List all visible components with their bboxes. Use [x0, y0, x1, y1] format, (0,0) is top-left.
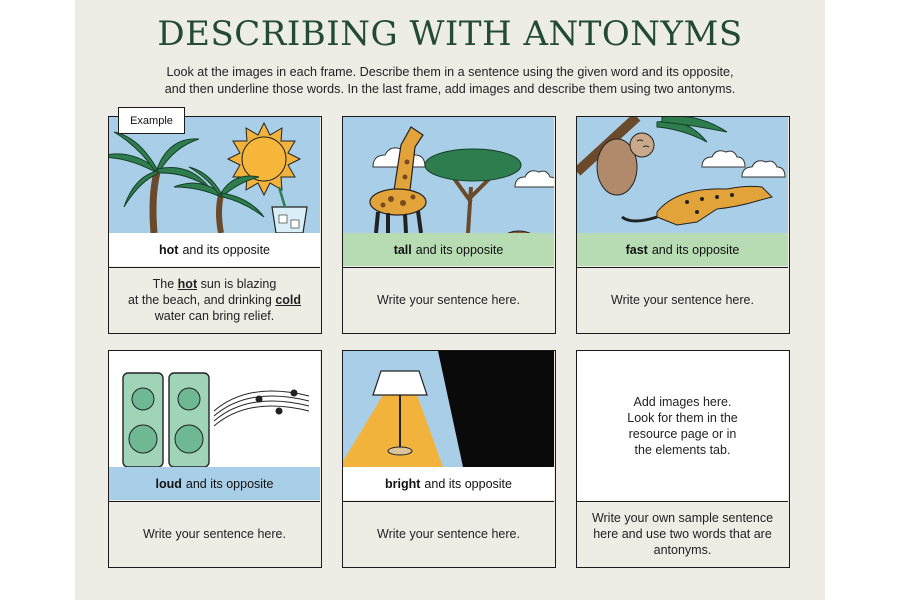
card-bright [342, 350, 556, 568]
card-hot [108, 116, 322, 334]
card-hot-suffix: and its opposite [182, 242, 270, 257]
instructions [75, 64, 825, 98]
add-images-line-1: Add images here. [633, 395, 732, 409]
card-tall-sentence[interactable]: Write your sentence here. [343, 267, 554, 332]
sentence-word-hot: hot [177, 277, 198, 291]
card-loud-word-band [109, 467, 320, 500]
example-tag: Example [118, 107, 185, 134]
sentence-part-a: The [152, 277, 178, 291]
card-fast-word: fast [625, 242, 648, 257]
card-hot-sentence [109, 267, 320, 332]
card-tall-word-band [343, 233, 554, 266]
own-sentence-line-3: antonyms. [653, 543, 712, 557]
card-tall-word: tall [393, 242, 412, 257]
add-images-area[interactable] [577, 351, 788, 501]
own-sentence-line-2: here and use two words that are [593, 527, 772, 541]
sentence-part-c: at the beach, and drinking [127, 293, 276, 307]
sentence-part-b: sun is blazing [197, 277, 277, 291]
card-bright-suffix: and its opposite [424, 476, 512, 491]
card-tall [342, 116, 556, 334]
sentence-line-2 [128, 292, 301, 308]
sentence-line-1 [128, 276, 301, 292]
card-hot-word-band [109, 233, 320, 266]
card-fast-suffix: and its opposite [651, 242, 740, 257]
add-images-line-2: Look for them in the [627, 411, 738, 425]
card-custom [576, 350, 790, 568]
card-hot-word: hot [159, 242, 179, 257]
instructions-line-2: and then underline those words. In the last frame, add images and describe them using two antonyms. [164, 82, 736, 96]
sentence-line-3: water can bring relief. [154, 309, 275, 323]
page-title: DESCRIBING WITH ANTONYMS [157, 14, 743, 54]
card-fast [576, 116, 790, 334]
card-loud [108, 350, 322, 568]
card-loud-sentence[interactable]: Write your sentence here. [109, 501, 320, 566]
add-images-line-4: the elements tab. [634, 443, 731, 457]
sentence-word-cold: cold [275, 293, 302, 307]
card-loud-word: loud [155, 476, 182, 491]
card-bright-sentence[interactable]: Write your sentence here. [343, 501, 554, 566]
card-loud-suffix: and its opposite [185, 476, 274, 491]
own-sentence-line-1: Write your own sample sentence [591, 511, 774, 525]
card-bright-word: bright [385, 476, 421, 491]
instructions-line-1: Look at the images in each frame. Describe them in a sentence using the given word and its opposite, [166, 65, 734, 79]
card-tall-suffix: and its opposite [415, 242, 504, 257]
add-images-line-3: resource page or in [628, 427, 737, 441]
card-fast-word-band [577, 233, 788, 266]
card-custom-sentence[interactable] [577, 501, 788, 566]
card-bright-word-band [343, 467, 554, 500]
card-fast-sentence[interactable]: Write your sentence here. [577, 267, 788, 332]
